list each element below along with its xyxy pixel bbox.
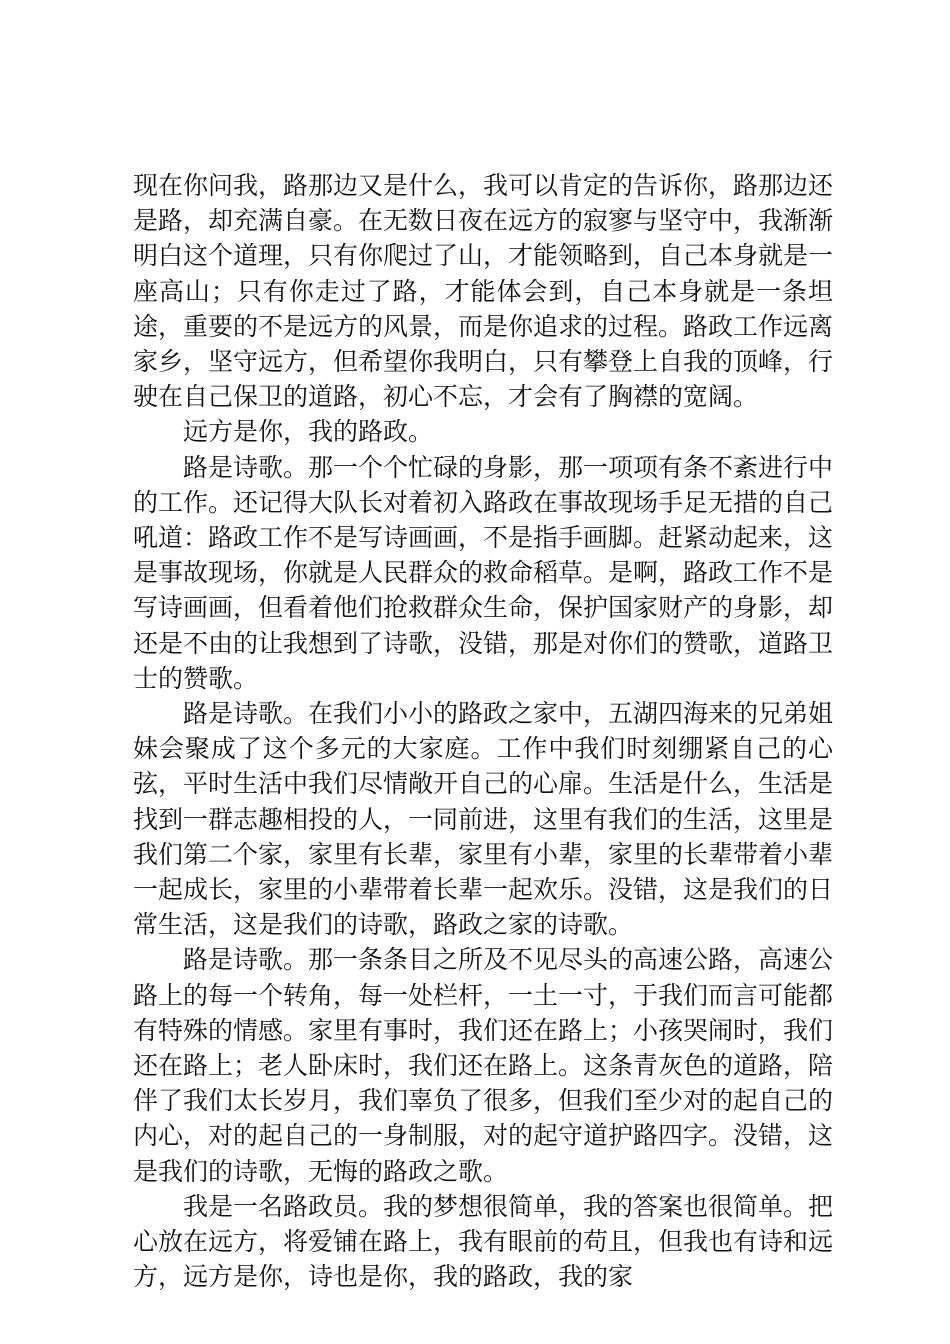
paragraph-5: 路是诗歌。那一条条目之所及不见尽头的高速公路，高速公路上的每一个转角，每一处栏杆，一土一寸，于我们而言可能都有特殊的情感。家里有事时，我们还在路上；小孩哭闹时，我们还在路上；老人卧床时，我们还在路上。这条青灰色的道路，陪伴了我们太长岁月，我们辜负了很多，但我们至少对的起自己的内心，对的起自己的一身制服，对的起守道护路四字。没错，这是我们的诗歌，无悔的路政之歌。	[133, 945, 834, 1186]
paragraph-2: 远方是你，我的路政。	[183, 417, 434, 447]
paragraph-4: 路是诗歌。在我们小小的路政之家中，五湖四海来的兄弟姐妹会聚成了这个多元的大家庭。工作中我们时刻绷紧自己的心弦，平时生活中我们尽情敞开自己的心扉。生活是什么，生活是找到一群志趣相投的人，一同前进，这里有我们的生活，这里是我们第二个家，家里有长辈，家里有小辈，家里的长辈带着小辈一起成长，家里的小辈带着长辈一起欢乐。没错，这是我们的日常生活，这是我们的诗歌，路政之家的诗歌。	[133, 699, 834, 940]
paragraph-3: 路是诗歌。那一个个忙碌的身影，那一项项有条不紊进行中的工作。还记得大队长对着初入路政在事故现场手足无措的自己吼道：路政工作不是写诗画画，不是指手画脚。赶紧动起来，这是事故现场，你就是人民群众的救命稻草。是啊，路政工作不是写诗画画，但看着他们抢救群众生命，保护国家财产的身影，却还是不由的让我想到了诗歌，没错，那是对你们的赞歌，道路卫士的赞歌。	[133, 452, 834, 693]
paragraph-1: 现在你问我，路那边又是什么，我可以肯定的告诉你，路那边还是路，却充满自豪。在无数日夜在远方的寂寥与坚守中，我渐渐明白这个道理，只有你爬过了山，才能领略到，自己本身就是一座高山；只有你走过了路，才能体会到，自己本身就是一条坦途，重要的不是远方的风景，而是你追求的过程。路政工作远离家乡，坚守远方，但希望你我明白，只有攀登上自我的顶峰，行驶在自己保卫的道路，初心不忘，才会有了胸襟的宽阔。	[133, 171, 834, 412]
document-body	[133, 168, 833, 1295]
paragraph-6: 我是一名路政员。我的梦想很简单，我的答案也很简单。把心放在远方，将爱铺在路上，我有眼前的苟且，但我也有诗和远方，远方是你，诗也是你，我的路政，我的家	[133, 1191, 834, 1292]
